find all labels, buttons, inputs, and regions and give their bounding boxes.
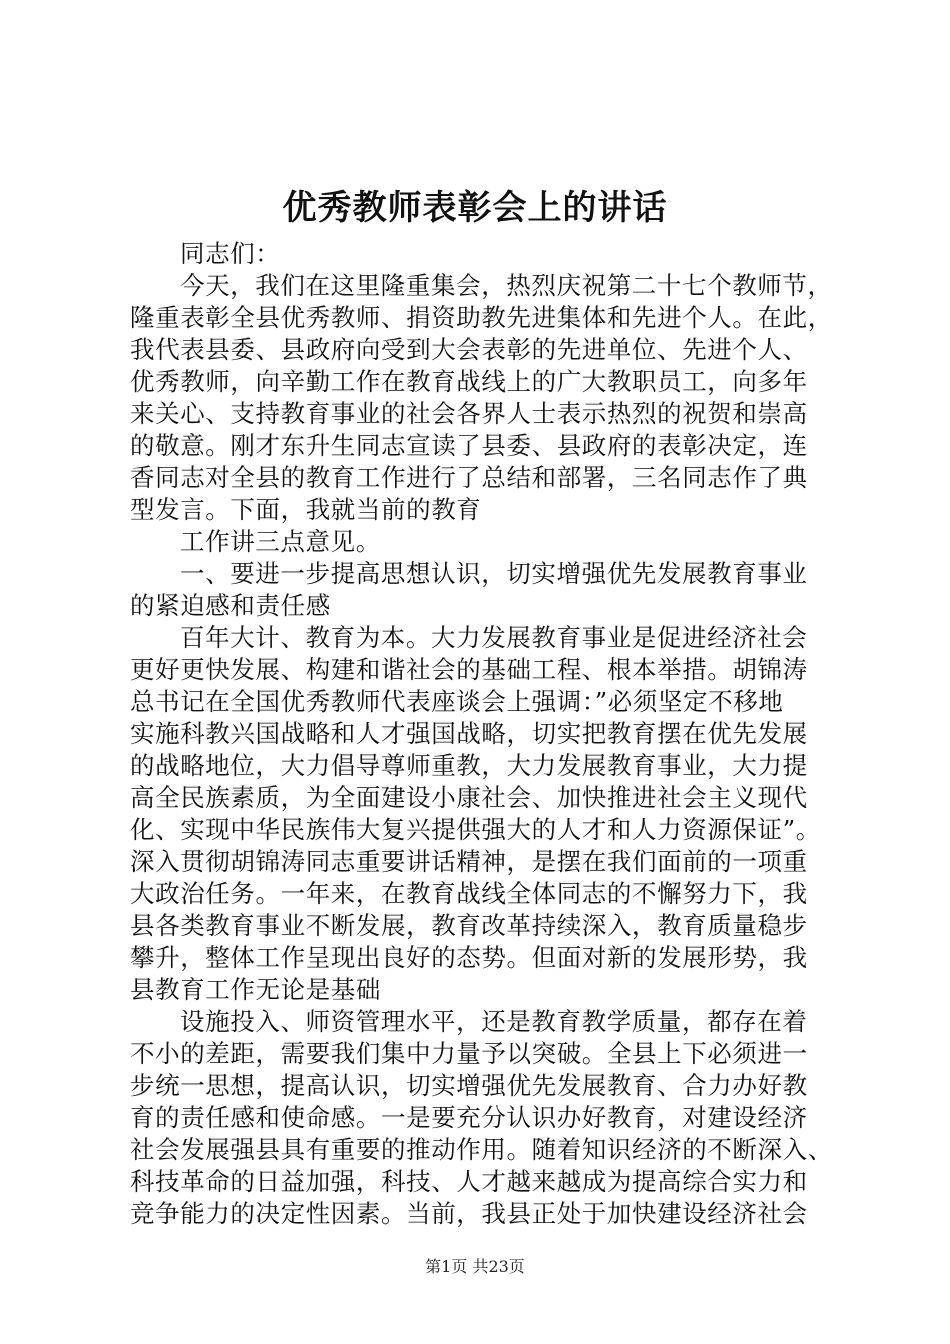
section-heading: 的紧迫感和责任感 <box>130 591 331 620</box>
text-line: 更好更快发展、构建和谐社会的基础工程、根本举措。胡锦涛 <box>130 655 808 684</box>
text-line: 我代表县委、县政府向受到大会表彰的先进单位、先进个人、 <box>130 335 808 364</box>
text-line: 的敬意。刚才东升生同志宣读了县委、县政府的表彰决定，连 <box>130 431 808 460</box>
text-line: 社会发展强县具有重要的推动作用。随着知识经济的不断深入、 <box>130 1135 833 1164</box>
text-line: 竞争能力的决定性因素。当前，我县正处于加快建设经济社会 <box>130 1199 808 1228</box>
text-line: 攀升，整体工作呈现出良好的态势。但面对新的发展形势，我 <box>130 943 808 972</box>
text-line: 的战略地位，大力倡导尊师重教，大力发展教育事业，大力提 <box>130 751 808 780</box>
text-line: 香同志对全县的教育工作进行了总结和部署，三名同志作了典 <box>130 463 808 492</box>
page-number-footer: 第1页 共23页 <box>425 1257 525 1276</box>
text-line: 科技革命的日益加强，科技、人才越来越成为提高综合实力和 <box>130 1167 808 1196</box>
text-line: 总书记在全国优秀教师代表座谈会上强调：”必须坚定不移地 <box>130 687 784 716</box>
text-line: 大政治任务。一年来，在教育战线全体同志的不懈努力下，我 <box>130 879 808 908</box>
text-line: 型发言。下面，我就当前的教育 <box>130 495 482 524</box>
text-line: 不小的差距，需要我们集中力量予以突破。全县上下必须进一 <box>130 1039 808 1068</box>
text-line: 深入贯彻胡锦涛同志重要讲话精神，是摆在我们面前的一项重 <box>130 847 808 876</box>
text-line: 来关心、支持教育事业的社会各界人士表示热烈的祝贺和崇高 <box>130 399 808 428</box>
text-line: 优秀教师，向辛勤工作在教育战线上的广大教职员工，向多年 <box>130 367 808 396</box>
text-line: 县各类教育事业不断发展，教育改革持续深入，教育质量稳步 <box>130 911 808 940</box>
text-line: 化、实现中华民族伟大复兴提供强大的人才和人力资源保证”。 <box>130 815 821 844</box>
text-line: 设施投入、师资管理水平，还是教育教学质量，都存在着 <box>180 1007 808 1036</box>
text-line: 县教育工作无论是基础 <box>130 975 381 1004</box>
text-line: 育的责任感和使命感。一是要充分认识办好教育，对建设经济 <box>130 1103 808 1132</box>
text-line: 百年大计、教育为本。大力发展教育事业是促进经济社会 <box>180 623 808 652</box>
text-line: 工作讲三点意见。 <box>180 527 381 556</box>
document-title: 优秀教师表彰会上的讲话 <box>282 188 668 228</box>
text-line: 同志们： <box>180 239 281 268</box>
text-line: 隆重表彰全县优秀教师、捐资助教先进集体和先进个人。在此， <box>130 303 833 332</box>
text-line: 实施科教兴国战略和人才强国战略，切实把教育摆在优先发展 <box>130 719 808 748</box>
text-line: 高全民族素质，为全面建设小康社会、加快推进社会主义现代 <box>130 783 808 812</box>
text-line: 步统一思想，提高认识，切实增强优先发展教育、合力办好教 <box>130 1071 808 1100</box>
text-line: 今天，我们在这里隆重集会，热烈庆祝第二十七个教师节， <box>180 271 833 300</box>
section-heading: 一、要进一步提高思想认识，切实增强优先发展教育事业 <box>180 559 808 588</box>
document-body <box>130 238 840 1230</box>
